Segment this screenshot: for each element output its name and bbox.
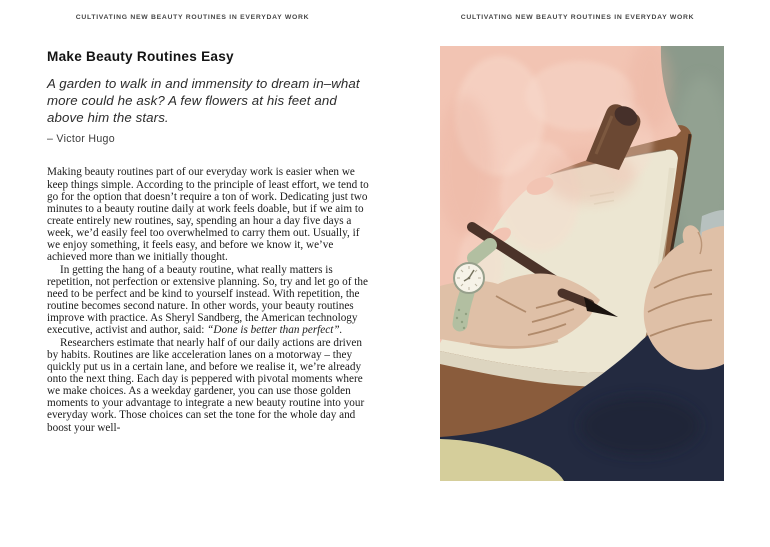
body-text [47,166,375,433]
left-page-text-column [47,50,375,434]
running-header-left: CULTIVATING NEW BEAUTY ROUTINES IN EVERYDAY WORK [75,14,310,21]
epigraph-quote: A garden to walk in and immensity to dream in–what more could he ask? A few flowers at his feet and above him the stars. [47,75,360,125]
watch-center-dot [468,277,471,280]
notebook-writing-illustration [440,46,724,481]
paragraph-3: Researchers estimate that nearly half of our daily actions are driven by habits. Routines are like acceleration lanes on a motorway – they quickly put us in a certain lane, and before we realise it, we’re already onto the next thing. Each day is peppered with pivotal moments where we make choices. As a weekday gardener, you can use those golden moments to your advantage to integrate a new beauty routine into your everyday work. Those choices can set the tone for the whole day and boost your well- [47,336,365,434]
chapter-title: Make Beauty Routines Easy [47,49,234,64]
watch-strap-lower [460,293,467,324]
epigraph-attribution: – Victor Hugo [47,133,115,146]
lap-shading [580,396,700,456]
inline-quote-italic: “Done is better than perfect”. [207,324,343,337]
paragraph-1: Making beauty routines part of our everyday work is easier when we keep things simple. According to the principle of least effort, we tend to go for the option that doesn’t require a ton of work. Dedicating just two minutes to a beauty routine daily at work feels doable, but if we aim to create entirely new routines, say, spending an hour a day five days a week, we’d easily feel too overwhelmed to carry them out. Usually, if we enjoy something, it feels easy, and before we know it, we’ve achieved more than we initially thought. [47,166,369,264]
running-header-right: CULTIVATING NEW BEAUTY ROUTINES IN EVERYDAY WORK [460,14,695,21]
paragraph-2: In getting the hang of a beauty routine, what really matters is repetition, not perfection or extensive planning. So, try and let go of the need to be perfect and be kind to yourself instead. With repetition, the routine becomes second nature. In other words, your beauty routines improve with practice. As Sheryl Sandberg, the American technology executive, activist and author, said: “Done is better than perfect”. [47,263,368,337]
